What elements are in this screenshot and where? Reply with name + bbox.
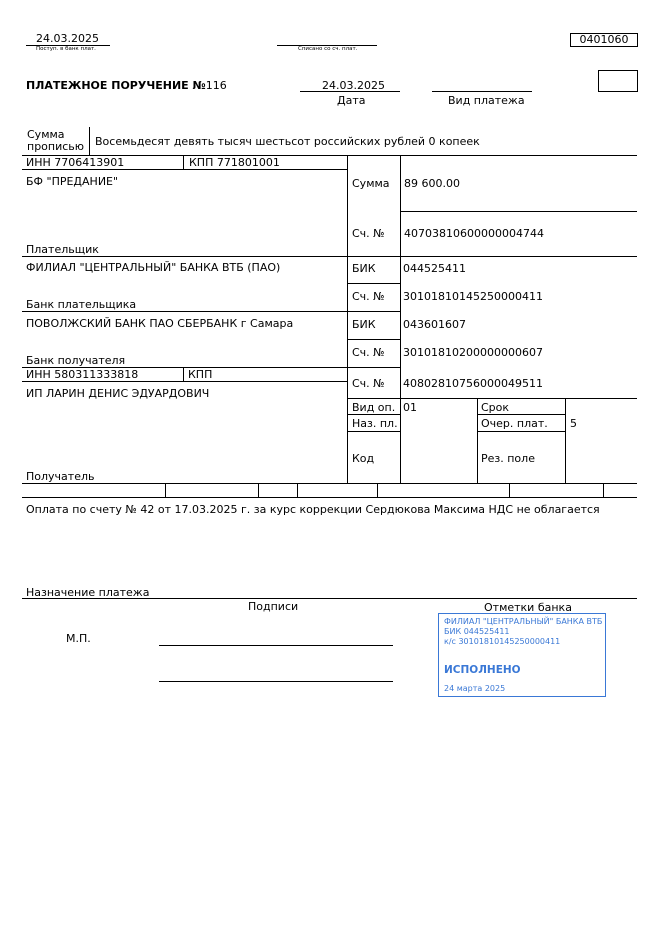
payer-bank-name: ФИЛИАЛ "ЦЕНТРАЛЬНЫЙ" БАНКА ВТБ (ПАО): [26, 261, 281, 274]
op-type-label: Вид оп.: [352, 401, 396, 414]
grid-line: [22, 381, 347, 382]
divider: [22, 598, 637, 599]
purpose-text: Оплата по счету № 42 от 17.03.2025 г. за курс коррекции Сердюкова Максима НДС не облагается: [26, 503, 600, 516]
grid-line: [347, 283, 400, 284]
grid-line: [22, 169, 347, 170]
priority-label: Очер. плат.: [481, 417, 548, 430]
payee-bik-label: БИК: [352, 318, 376, 331]
payee-bank-name: ПОВОЛЖСКИЙ БАНК ПАО СБЕРБАНК г Самара: [26, 317, 294, 330]
payer-account-label: Сч. №: [352, 227, 385, 240]
stamp-date: 24 марта 2025: [444, 684, 506, 693]
divider: [300, 91, 400, 92]
amount-words-label: Сумма прописью: [27, 128, 85, 153]
grid-line: [165, 483, 166, 497]
stamp-bik: БИК 044525411: [444, 627, 510, 636]
divider: [89, 127, 90, 155]
grid-line: [347, 339, 400, 340]
reserve-label: Рез. поле: [481, 452, 535, 465]
payee-bik: 043601607: [403, 318, 466, 331]
grid-line: [477, 414, 565, 415]
sum-value: 89 600.00: [404, 177, 460, 190]
payee-kpp: КПП: [188, 368, 213, 381]
grid-line: [400, 211, 637, 212]
grid-line: [183, 155, 184, 169]
payee-name: ИП ЛАРИН ДЕНИС ЭДУАРДОВИЧ: [26, 387, 210, 400]
op-type: 01: [403, 401, 417, 414]
payee-bank-account-label: Сч. №: [352, 346, 385, 359]
grid-line: [400, 155, 401, 483]
payer-bank-account-label: Сч. №: [352, 290, 385, 303]
page-title: [26, 79, 227, 92]
payee-account: 40802810756000049511: [403, 377, 543, 390]
grid-line: [347, 155, 348, 483]
grid-line: [297, 483, 298, 497]
payer-bik: 044525411: [403, 262, 466, 275]
bank-marks-caption: Отметки банка: [484, 601, 572, 614]
grid-line: [183, 367, 184, 381]
stamp-bank: ФИЛИАЛ "ЦЕНТРАЛЬНЫЙ" БАНКА ВТБ: [444, 617, 603, 626]
payer-label: Плательщик: [26, 243, 99, 256]
payee-bank-account: 30101810200000000607: [403, 346, 543, 359]
stamp-corr-account: к/с 30101810145250000411: [444, 637, 561, 646]
payer-bank-account: 30101810145250000411: [403, 290, 543, 303]
grid-line: [22, 483, 637, 484]
code-label: Код: [352, 452, 375, 465]
payee-label: Получатель: [26, 470, 95, 483]
stamp-status: ИСПОЛНЕНО: [444, 664, 521, 676]
grid-line: [509, 483, 510, 497]
signature-line: [159, 681, 393, 682]
grid-line: [477, 398, 478, 483]
payer-bank-label: Банк плательщика: [26, 298, 137, 311]
seal-caption: М.П.: [66, 632, 91, 645]
order-number: 116: [205, 79, 227, 92]
payee-bank-label: Банк получателя: [26, 354, 126, 367]
divider: [432, 91, 532, 92]
payment-type-box: [598, 70, 638, 92]
purpose-label: Назначение платежа: [26, 586, 150, 599]
grid-line: [377, 483, 378, 497]
signatures-caption: Подписи: [248, 600, 299, 613]
grid-line: [258, 483, 259, 497]
grid-line: [22, 256, 637, 257]
grid-line: [347, 398, 637, 399]
received-caption: Поступ. в банк плат.: [36, 46, 96, 52]
purpose-code-label: Наз. пл.: [352, 417, 398, 430]
grid-line: [22, 497, 637, 498]
grid-line: [565, 398, 566, 483]
grid-line: [603, 483, 604, 497]
order-title: ПЛАТЕЖНОЕ ПОРУЧЕНИЕ №: [26, 79, 206, 92]
priority-value: 5: [570, 417, 577, 430]
signature-line: [159, 645, 393, 646]
payer-name: БФ "ПРЕДАНИЕ": [26, 175, 119, 188]
term-label: Срок: [481, 401, 510, 414]
order-date: 24.03.2025: [322, 79, 385, 92]
date-caption: Дата: [337, 94, 366, 107]
grid-line: [22, 311, 400, 312]
payee-inn: ИНН 580311333818: [26, 368, 139, 381]
received-date: 24.03.2025: [36, 32, 99, 45]
payer-inn: ИНН 7706413901: [26, 156, 125, 169]
payer-bik-label: БИК: [352, 262, 376, 275]
grid-line: [347, 414, 400, 415]
grid-line: [347, 431, 400, 432]
payer-kpp: КПП 771801001: [189, 156, 280, 169]
amount-words-value: Восемьдесят девять тысяч шестьсот российских рублей 0 копеек: [95, 135, 480, 148]
form-code: 0401060: [570, 33, 638, 47]
payer-account: 40703810600000004744: [404, 227, 544, 240]
bank-stamp: [438, 613, 606, 697]
grid-line: [477, 431, 565, 432]
sum-label: Сумма: [352, 177, 390, 190]
payee-account-label: Сч. №: [352, 377, 385, 390]
payment-type-caption: Вид платежа: [448, 94, 525, 107]
debited-caption: Списано со сч. плат.: [298, 46, 358, 52]
